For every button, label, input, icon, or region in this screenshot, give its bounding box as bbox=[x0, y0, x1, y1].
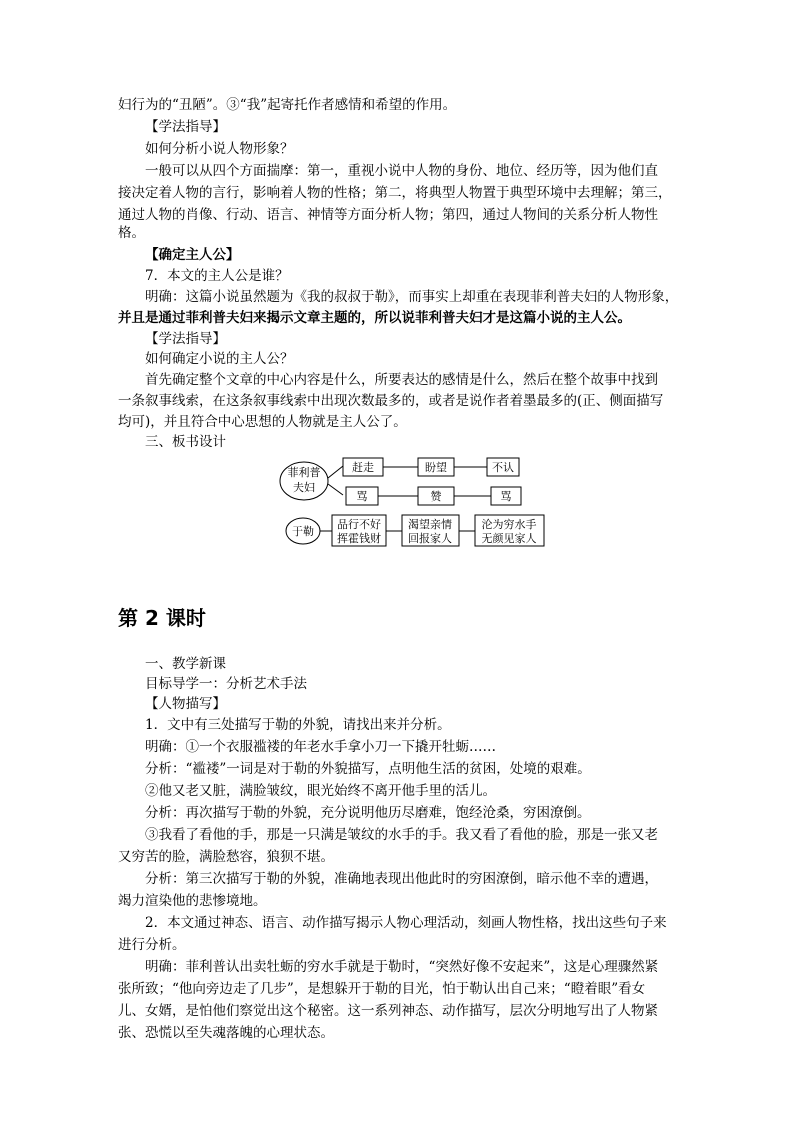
lesson-title: 第 2 课时 bbox=[118, 606, 206, 630]
section-heading: 【人物描写】 bbox=[145, 696, 226, 712]
node-label: 赶走 bbox=[352, 461, 374, 474]
section-heading: 【学法指导】 bbox=[145, 331, 226, 347]
text-line: 张所致；“他向旁边走了几步”，是想躲开于勒的目光，怕于勒认出自己来；“瞪着眼”看女 bbox=[118, 981, 646, 997]
answer-line: 并且是通过菲利普夫妇来揭示文章主题的，所以说菲利普夫妇才是这篇小说的主人公。 bbox=[118, 310, 631, 326]
node-label: 骂 bbox=[356, 490, 368, 503]
node-label: 品行不好 bbox=[337, 518, 381, 531]
answer-line: 明确：①一个衣服褴褛的年老水手拿小刀一下撬开牡蛎…… bbox=[145, 739, 496, 755]
node-label: 回报家人 bbox=[408, 532, 452, 545]
answer-line: 明确：这篇小说虽然题为《我的叔叔于勒》，而事实上却重在表现菲利普夫妇的人物形象， bbox=[145, 289, 679, 305]
couple-label: 夫妇 bbox=[293, 481, 315, 494]
section-heading: 【确定主人公】 bbox=[145, 247, 240, 263]
text-line: 目标导学一：分析艺术手法 bbox=[145, 676, 307, 692]
text-line: 进行分析。 bbox=[118, 937, 186, 953]
question: 1．文中有三处描写于勒的外貌，请找出来并分析。 bbox=[145, 717, 451, 733]
question: 7．本文的主人公是谁？ bbox=[145, 268, 289, 284]
text-line: 分析：“褴褛”一词是对于勒的外貌描写，点明他生活的贫困，处境的艰难。 bbox=[145, 761, 591, 777]
question: 2．本文通过神态、语言、动作描写揭示人物心理活动，刻画人物性格，找出这些句子来 bbox=[145, 915, 667, 931]
text-line: 又穷苦的脸，满脸愁容，狼狈不堪。 bbox=[118, 849, 334, 865]
text-line: 分析：再次描写于勒的外貌，充分说明他历尽磨难，饱经沧桑，穷困潦倒。 bbox=[145, 805, 591, 821]
text-line: 格。 bbox=[118, 225, 145, 241]
node-label: 赞 bbox=[430, 490, 442, 503]
text-line: 张、恐慌以至失魂落魄的心理状态。 bbox=[118, 1025, 334, 1041]
node-label: 沦为穷水手 bbox=[481, 518, 537, 531]
text-line: 妇行为的“丑陋”。③“我”起寄托作者感情和希望的作用。 bbox=[118, 97, 457, 113]
yule-label: 于勒 bbox=[292, 525, 314, 538]
text-line: ②他又老又脏，满脸皱纹，眼光始终不离开他手里的活儿。 bbox=[145, 783, 496, 799]
text-line: ③我看了看他的手，那是一只满是皱纹的水手的手。我又看了看他的脸，那是一张又老 bbox=[145, 827, 658, 843]
node-label: 无颜见家人 bbox=[481, 532, 537, 545]
text-line: 均可)，并且符合中心思想的人物就是主人公了。 bbox=[118, 414, 407, 430]
node-label: 挥霍钱财 bbox=[337, 532, 381, 545]
text-line: 接决定着人物的言行，影响着人物的性格；第二，将典型人物置于典型环境中去理解；第三， bbox=[118, 185, 672, 201]
text-line: 儿、女婿，是怕他们察觉出这个秘密。这一系列神态、动作描写，层次分明地写出了人物紧 bbox=[118, 1003, 658, 1019]
question: 如何确定小说的主人公？ bbox=[145, 351, 294, 367]
couple-label: 菲利普 bbox=[287, 466, 321, 479]
text-line: 一条叙事线索，在这条叙事线索中出现次数最多的，或者是说作者着墨最多的(正、侧面描写 bbox=[118, 393, 664, 409]
text-line: 一、教学新课 bbox=[145, 656, 226, 672]
text-line: 竭力渲染他的悲惨境地。 bbox=[118, 893, 267, 909]
answer-line: 明确：菲利普认出卖牡蛎的穷水手就是于勒时，“突然好像不安起来”，这是心理骤然紧 bbox=[145, 959, 659, 975]
node-label: 不认 bbox=[492, 461, 514, 474]
question: 如何分析小说人物形象？ bbox=[145, 141, 294, 157]
section-heading: 【学法指导】 bbox=[145, 119, 226, 135]
node-label: 盼望 bbox=[425, 461, 447, 474]
text-line: 通过人物的肖像、行动、语言、神情等方面分析人物；第四，通过人物间的关系分析人物性 bbox=[118, 207, 658, 223]
text-line: 分析：第三次描写于勒的外貌，准确地表现出他此时的穷困潦倒，暗示他不幸的遭遇， bbox=[145, 871, 658, 887]
section-heading: 三、板书设计 bbox=[145, 434, 226, 450]
text-line: 一般可以从四个方面揣摩：第一，重视小说中人物的身份、地位、经历等，因为他们直 bbox=[145, 163, 658, 179]
node-label: 骂 bbox=[500, 490, 512, 503]
board-diagram bbox=[0, 0, 794, 560]
text-line: 首先确定整个文章的中心内容是什么，所要表达的感情是什么，然后在整个故事中找到 bbox=[145, 372, 658, 388]
node-label: 渴望亲情 bbox=[408, 518, 452, 531]
